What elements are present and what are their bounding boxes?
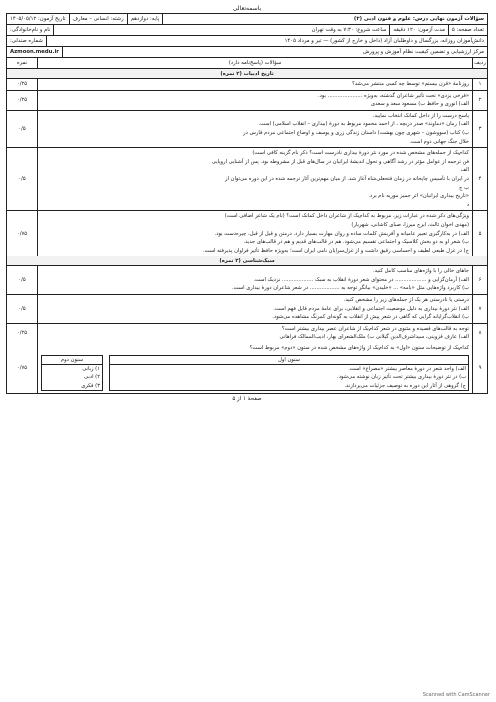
page-count: تعداد صفحه: ۵ — [448, 25, 487, 35]
matching-column-1 — [109, 355, 469, 392]
question-text-line: درستی یا نادرستی هر یک از جمله‌های زیر را مشخص کنید. — [343, 297, 469, 304]
col-radif: ردیف — [472, 58, 487, 68]
column-1-items — [110, 365, 468, 391]
question-text-line: الف) در به‌کارگیری تعبیر عامیانه و آفرینش کلمات ساده و روان مهارت بسیار دارد. درمتن و قبل از قبل، چیره‌دست بود. — [214, 230, 469, 237]
question-number: ۹ — [472, 343, 487, 393]
question-body — [38, 343, 472, 393]
question-text-line: جاهای خالی را با واژه‌های مناسب کامل کنید. — [372, 268, 469, 275]
question-text-line: الف — [460, 167, 469, 174]
question-row — [7, 211, 487, 256]
question-row — [7, 295, 487, 324]
header-row-4 — [7, 47, 487, 58]
question-row — [7, 148, 487, 211]
question-text-line: الف) نثر دورهٔ بیداری به دلیل موضعیت اجتماعی و انقلابی، برای عامهٔ مردم قابل فهم است. — [273, 305, 469, 312]
column-2-items — [42, 365, 102, 391]
question-body — [38, 148, 472, 210]
question-text-line: الف) رمان «دماوند» صدر دربچه ، از احمد محمود مربوط به دورهٔ (بیداری – انقلاب اسلامی) است. — [258, 121, 469, 128]
question-number: ۵ — [472, 211, 487, 256]
seat-label: شماره صندلی: — [10, 38, 43, 44]
question-body — [38, 266, 472, 294]
question-text-line: الف) انوری و حافظ ب) مسعود سعد و سعدی — [371, 101, 469, 108]
question-text-line: (مهدی اخوان ثالث، ایرج میرزا، صبای کاشانی، شهریار) — [351, 221, 469, 228]
question-text-line: د — [466, 201, 469, 208]
question-row-matching — [7, 343, 487, 393]
page-footer: صفحهٔ ۱ از ۵ — [232, 396, 262, 403]
header-row-1 — [7, 14, 487, 25]
exam-duration: مدت آزمون: ۱۲۰ دقیقه — [389, 25, 448, 35]
question-score: ۰/۵ — [7, 295, 38, 323]
question-text-line: الف) آرمان‌گرایی و ................... در محتوای شعر دورهٔ انقلاب به سبک ................... نزدیک است. — [253, 276, 469, 283]
question-text-line: ب) شعر او به دو بخش کلاسیک و اجتماعی تقسیم می‌شود. هم در قالب‌های قدیم و هم در قالب‌های جدید. — [243, 239, 469, 246]
exam-grade: پایه: دوازدهم — [127, 14, 163, 24]
question-number: ۴ — [472, 148, 487, 210]
question-score: ۰/۲۵ — [7, 324, 38, 343]
student-name-label: نام و نام‌خانوادگی: — [10, 27, 51, 33]
site-url: Azmoon.medu.ir — [10, 49, 59, 55]
question-score: ۰/۲۵ — [7, 79, 38, 90]
question-number: ۸ — [472, 324, 487, 343]
question-score: ۰/۵ — [7, 111, 38, 147]
matching-item-col2: ۳) فکری — [81, 382, 100, 389]
question-score: ۰/۵ — [7, 148, 38, 210]
header-row-2 — [7, 25, 487, 36]
question-text-line: «تاریخ بیداری ایرانیان» اثر جمیز موریه نام برد. — [368, 193, 469, 200]
question-group-history — [7, 79, 487, 256]
question-text-line: ب) کتاب (سووشون – شهری چون بهشت) داستان زندگی زری و یوسف و اوضاع اجتماعی مردم فارس در — [243, 129, 469, 136]
column-headers — [7, 58, 487, 68]
question-text-line: ب) کاربرد واژه‌هایی مثل «بامه» ... «خلیدن» بیانگر توجه به .................. در شعر شاعران دورهٔ بیداری است. — [232, 285, 469, 292]
question-score: ۰/۲۵ — [7, 91, 38, 110]
section-title-stylistics: سبک‌شناسی (۲ نمره) — [7, 256, 487, 266]
question-text-line: «فرخی یزدی» تحت تأثیر شاعران گذشته، به‌ویژه ..................... بود. — [317, 92, 469, 99]
question-body — [38, 79, 472, 90]
scanner-watermark: Scanned with CamScanner — [422, 692, 490, 698]
question-number: ۲ — [472, 91, 487, 110]
matching-title: کدام‌یک از توضیحات ستون «اول» به کدام‌یک از واژه‌های مشخص شده در ستون «دوم» مربوط است؟ — [249, 345, 469, 352]
question-body — [38, 91, 472, 110]
column-2-header: ستون دوم — [42, 356, 102, 365]
matching-column-2 — [41, 355, 103, 392]
question-number: ۳ — [472, 111, 487, 147]
question-body — [38, 324, 472, 343]
question-score: ۰/۷۵ — [7, 343, 38, 393]
exam-field: رشته: انسانی – معارف — [69, 14, 127, 24]
question-row — [7, 79, 487, 91]
question-text-line: خلال جنگ جهانی دوم است. — [409, 138, 469, 145]
question-number: ۷ — [472, 295, 487, 323]
question-row — [7, 324, 487, 343]
candidates-text: دانش‌آموزان روزانه، بزرگسال و داوطلبان آزاد (داخل و خارج از کشور) — تیر و مرداد ۱۴۰۵ — [46, 36, 487, 46]
matching-item-col1: الف) واحد شعر در دورهٔ معاصر بیشتر «مصراع» است. — [348, 365, 466, 372]
question-text-line: کدام‌یک از جمله‌های مشخص شده در مورد نثر دورهٔ بیداری نادرست است؟ ذکر نام گزینه کافی است) — [252, 150, 469, 157]
questions-table — [6, 69, 488, 394]
question-body — [38, 111, 472, 147]
matching-table — [41, 355, 469, 392]
question-score: ۰/۷۵ — [7, 211, 38, 256]
question-text-line: الف) عارف قزوینی، سیداشرف‌الدین گیلانی ب) ملک‌الشعرای بهار، ادیب‌الممالک فراهانی — [279, 334, 469, 341]
exam-sheet — [6, 4, 488, 684]
question-score: ۰/۵ — [7, 266, 38, 294]
question-group-stylistics — [7, 266, 487, 343]
question-text-line: ج) در غزل طبعی لطیف و احساسی رقیق داشت و از غزل‌سرایان نامی ایران است؛ به‌ویژه حافظ تأثیر فراوان پذیرفته است. — [202, 247, 469, 254]
question-text-line: ب) انقلاب‌گرایانه گرایی که گاهی در شعر پیش از انقلاب به گونه‌ای کمرنگ مشاهده می‌شود. — [272, 314, 469, 321]
question-row — [7, 91, 487, 111]
matching-item-col2: ۱) زبانی — [82, 365, 100, 372]
question-body — [38, 211, 472, 256]
exam-header — [6, 13, 488, 69]
column-1-header: ستون اول — [110, 356, 468, 365]
org-name: مرکز ارزشیابی و تضمین کیفیت نظام آموزش و پرورش — [62, 47, 487, 57]
question-text-line: ویژگی‌های ذکر شده در عبارات زیر، مربوط به کدام‌یک از شاعران داخل کمانک است؟ (نام یک شاعر اضافی است) — [224, 213, 469, 220]
question-text-line: در ایران با تأسیس چاپخانه در زمان فتحعلی‌شاه آغاز شد. از میان مهم‌ترین آثار ترجمه شده در این دوره می‌توان از — [225, 175, 469, 182]
question-row — [7, 266, 487, 295]
exam-date: تاریخ آزمون: ۱۴۰۵/۰۵/۱۲ — [10, 16, 66, 22]
question-number: ۶ — [472, 266, 487, 294]
question-body — [38, 295, 472, 323]
question-text-line: فن ترجمه از عوامل مؤثر در رشد آگاهی و تحول اندیشهٔ ایرانیان در سال‌های قبل از مشروطه بود. پس از آشنایی اروپایی — [211, 158, 469, 165]
question-text-line: روزنامهٔ «قرن بیستم» توسط چه کسی منتشر می‌شد؟ — [352, 81, 469, 87]
exam-title: سؤالات آزمون نهایی درس: علوم و فنون ادبی (۳) — [162, 14, 487, 24]
header-row-3 — [7, 36, 487, 47]
col-questions: سؤالات (پاسخ‌نامه دارد) — [37, 58, 472, 68]
question-number: ۱ — [472, 79, 487, 90]
question-text-line: پاسخ درست را از داخل کمانک انتخاب نمایید. — [372, 112, 469, 119]
section-title-literature-history: تاریخ ادبیات (۲ نمره) — [7, 69, 487, 79]
question-text-line: ب ج — [459, 184, 469, 191]
matching-item-col1: ج) گروهی از آثار این دوره به توصیف جزئیات می‌پردازند. — [344, 382, 466, 389]
matching-item-col1: ب) در نثر دورهٔ بیداری بیشتر تحت تأثیر زبان نوشته می‌شود. — [337, 374, 466, 381]
col-score: نمره — [16, 60, 28, 66]
matching-item-col2: ۲) ادبی — [84, 374, 100, 381]
bismillah: باسمه‌تعالی — [232, 5, 262, 12]
start-time: ساعت شروع: ۷:۳۰ به وقت تهران — [53, 25, 389, 35]
question-text-line: توجه به قالب‌های قصیده و مثنوی در شعر کدام‌یک از شاعران عصر بیداری بیشتر است؟ — [281, 325, 469, 332]
question-row — [7, 111, 487, 148]
